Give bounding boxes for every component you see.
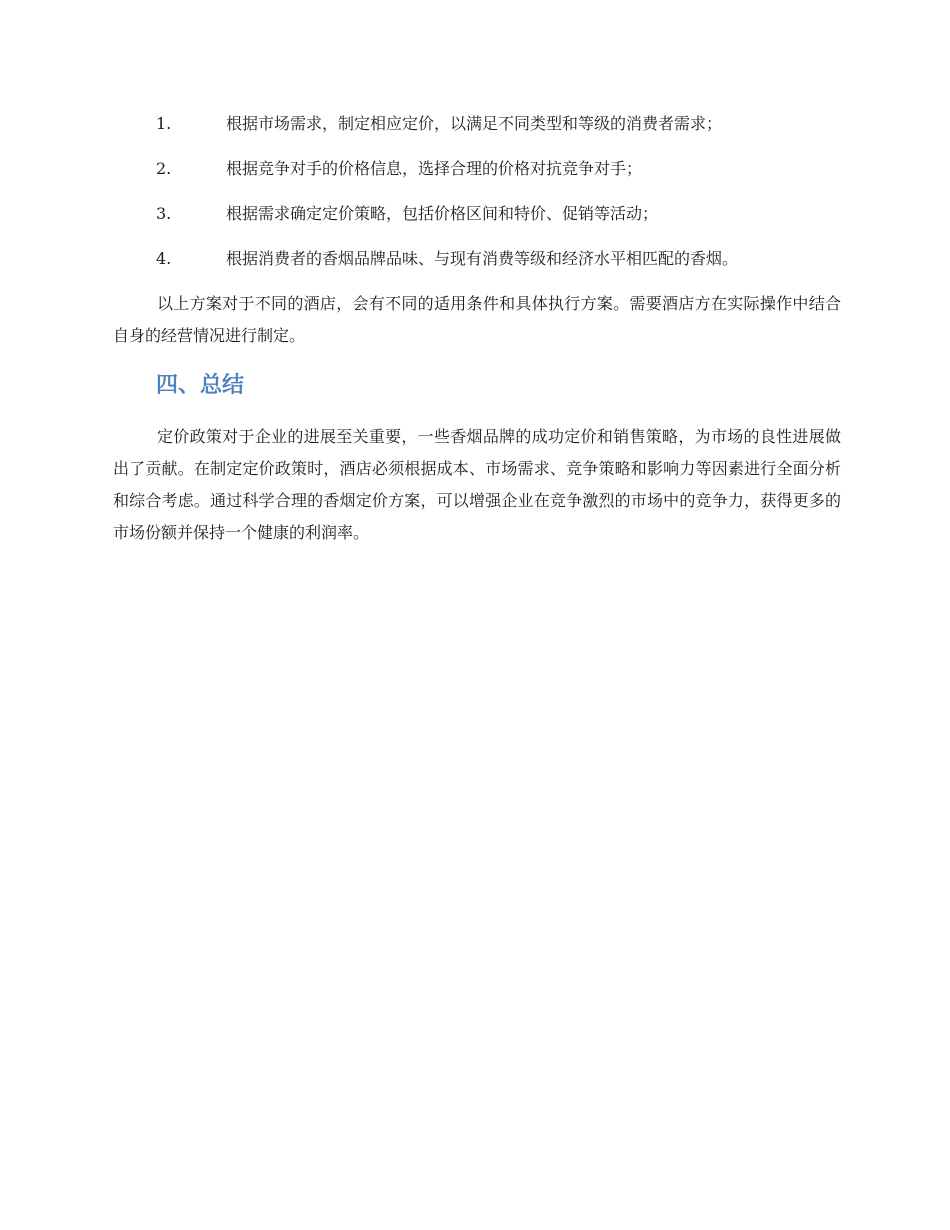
- list-item-number: 4.: [156, 249, 172, 268]
- list-item: [0, 242, 950, 287]
- list-item: [0, 197, 950, 242]
- list-item-text: 根据竞争对手的价格信息，选择合理的价格对抗竞争对手；: [226, 159, 643, 178]
- strategy-list: [0, 107, 950, 287]
- list-item-text: 根据市场需求，制定相应定价，以满足不同类型和等级的消费者需求；: [226, 114, 723, 133]
- summary-paragraph: 定价政策对于企业的进展至关重要，一些香烟品牌的成功定价和销售策略，为市场的良性进展做出了贡献。在制定定价政策时，酒店必须根据成本、市场需求、竞争策略和影响力等因素进行全面分析和综合考虑。通过科学合理的香烟定价方案，可以增强企业在竞争激烈的市场中的竞争力，获得更多的市场份额并保持一个健康的利润率。: [113, 427, 841, 542]
- body-paragraph: 以上方案对于不同的酒店，会有不同的适用条件和具体执行方案。需要酒店方在实际操作中结合自身的经营情况进行制定。: [113, 294, 841, 345]
- list-item-text: 根据需求确定定价策略，包括价格区间和特价、促销等活动；: [226, 204, 659, 223]
- list-item: [0, 152, 950, 197]
- list-item: [0, 107, 950, 152]
- list-item-number: 3.: [156, 204, 172, 223]
- section-heading: 四、总结: [156, 373, 245, 398]
- list-item-number: 2.: [156, 159, 172, 178]
- list-item-text: 根据消费者的香烟品牌品味、与现有消费等级和经济水平相匹配的香烟。: [226, 249, 739, 268]
- list-item-number: 1.: [156, 114, 172, 133]
